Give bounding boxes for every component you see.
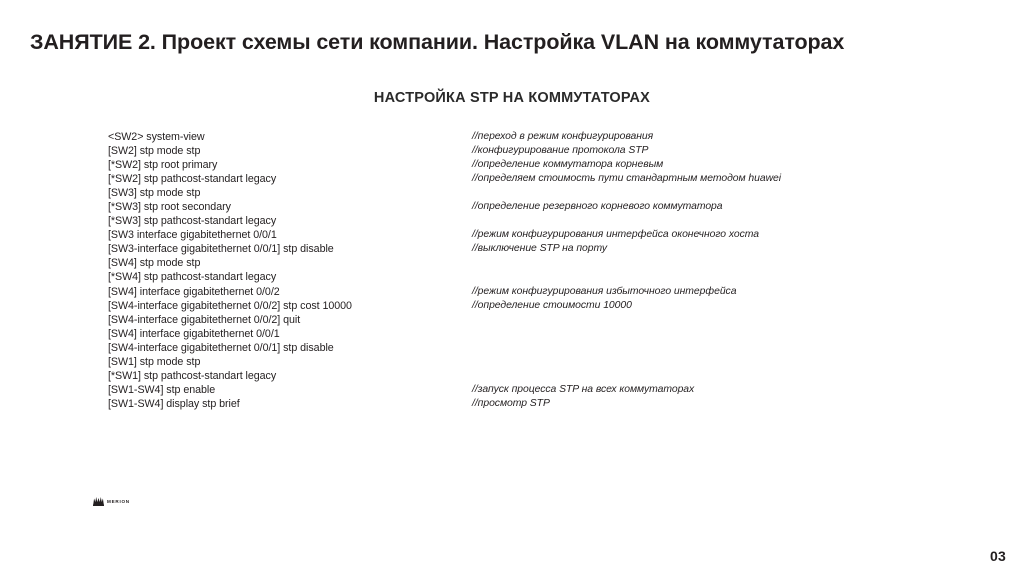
slide-subtitle: НАСТРОЙКА STP НА КОММУТАТОРАХ — [373, 90, 651, 106]
command-row — [108, 327, 948, 341]
cli-command: [SW1-SW4] display stp brief — [108, 397, 240, 410]
command-row — [108, 313, 948, 327]
cli-comment: //запуск процесса STP на всех коммутаторах — [472, 383, 695, 395]
command-row — [108, 270, 948, 284]
cli-command: [*SW2] stp root primary — [108, 159, 218, 172]
command-row — [108, 144, 948, 158]
cli-comment: //просмотр STP — [472, 397, 550, 409]
cli-command: [SW4] stp mode stp — [108, 257, 201, 270]
cli-comment: //режим конфигурирования избыточного интерфейса — [472, 285, 737, 297]
command-row — [108, 397, 948, 411]
cli-command: [SW4] interface gigabitethernet 0/0/2 — [108, 285, 280, 298]
merion-logo — [93, 497, 130, 506]
cli-comment: //режим конфигурирования интерфейса оконечного хоста — [472, 229, 759, 241]
cli-command: [*SW4] stp pathcost-standart legacy — [108, 271, 277, 284]
cli-command: [*SW2] stp pathcost-standart legacy — [108, 173, 277, 186]
crown-icon — [93, 497, 104, 506]
command-row — [108, 369, 948, 383]
cli-command: [SW4-interface gigabitethernet 0/0/2] quit — [108, 313, 301, 326]
cli-command: [*SW1] stp pathcost-standart legacy — [108, 369, 277, 382]
command-row — [108, 285, 948, 299]
command-list — [108, 130, 948, 411]
cli-command: [SW1] stp mode stp — [108, 355, 201, 368]
command-row — [108, 186, 948, 200]
cli-command: [*SW3] stp pathcost-standart legacy — [108, 215, 277, 228]
page-number: 03 — [990, 548, 1006, 564]
cli-command: [SW2] stp mode stp — [108, 145, 201, 158]
cli-command: [SW3 interface gigabitethernet 0/0/1 — [108, 229, 277, 242]
cli-comment: //определение коммутатора корневым — [472, 159, 664, 171]
cli-command: [SW4-interface gigabitethernet 0/0/2] stp cost 10000 — [108, 299, 352, 312]
cli-comment: //определение резервного корневого коммутатора — [472, 201, 723, 213]
command-row — [108, 200, 948, 214]
cli-comment: //переход в режим конфигурирования — [472, 131, 654, 142]
command-row — [108, 228, 948, 242]
command-row — [108, 130, 948, 144]
cli-command: [SW3] stp mode stp — [108, 187, 201, 200]
cli-comment: //определяем стоимость пути стандартным методом huawei — [472, 173, 782, 185]
command-row — [108, 214, 948, 228]
cli-command: <SW2> system-view — [108, 131, 205, 143]
command-row — [108, 172, 948, 186]
command-row — [108, 242, 948, 256]
cli-comment: //определение стоимости 10000 — [472, 299, 632, 311]
cli-command: [SW4] interface gigabitethernet 0/0/1 — [108, 327, 280, 340]
cli-command: [SW3-interface gigabitethernet 0/0/1] stp disable — [108, 243, 334, 256]
cli-command: [SW4-interface gigabitethernet 0/0/1] stp disable — [108, 341, 334, 354]
command-row — [108, 299, 948, 313]
command-row — [108, 256, 948, 270]
cli-command: [*SW3] stp root secondary — [108, 201, 231, 214]
command-row — [108, 341, 948, 355]
logo-wordmark: MERION — [107, 498, 130, 504]
command-row — [108, 383, 948, 397]
command-row — [108, 355, 948, 369]
cli-comment: //выключение STP на порту — [472, 243, 608, 255]
page-title: ЗАНЯТИЕ 2. Проект схемы сети компании. Настройка VLAN на коммутаторах — [30, 30, 845, 55]
cli-command: [SW1-SW4] stp enable — [108, 383, 216, 396]
cli-comment: //конфигурирование протокола STP — [472, 145, 649, 157]
command-row — [108, 158, 948, 172]
